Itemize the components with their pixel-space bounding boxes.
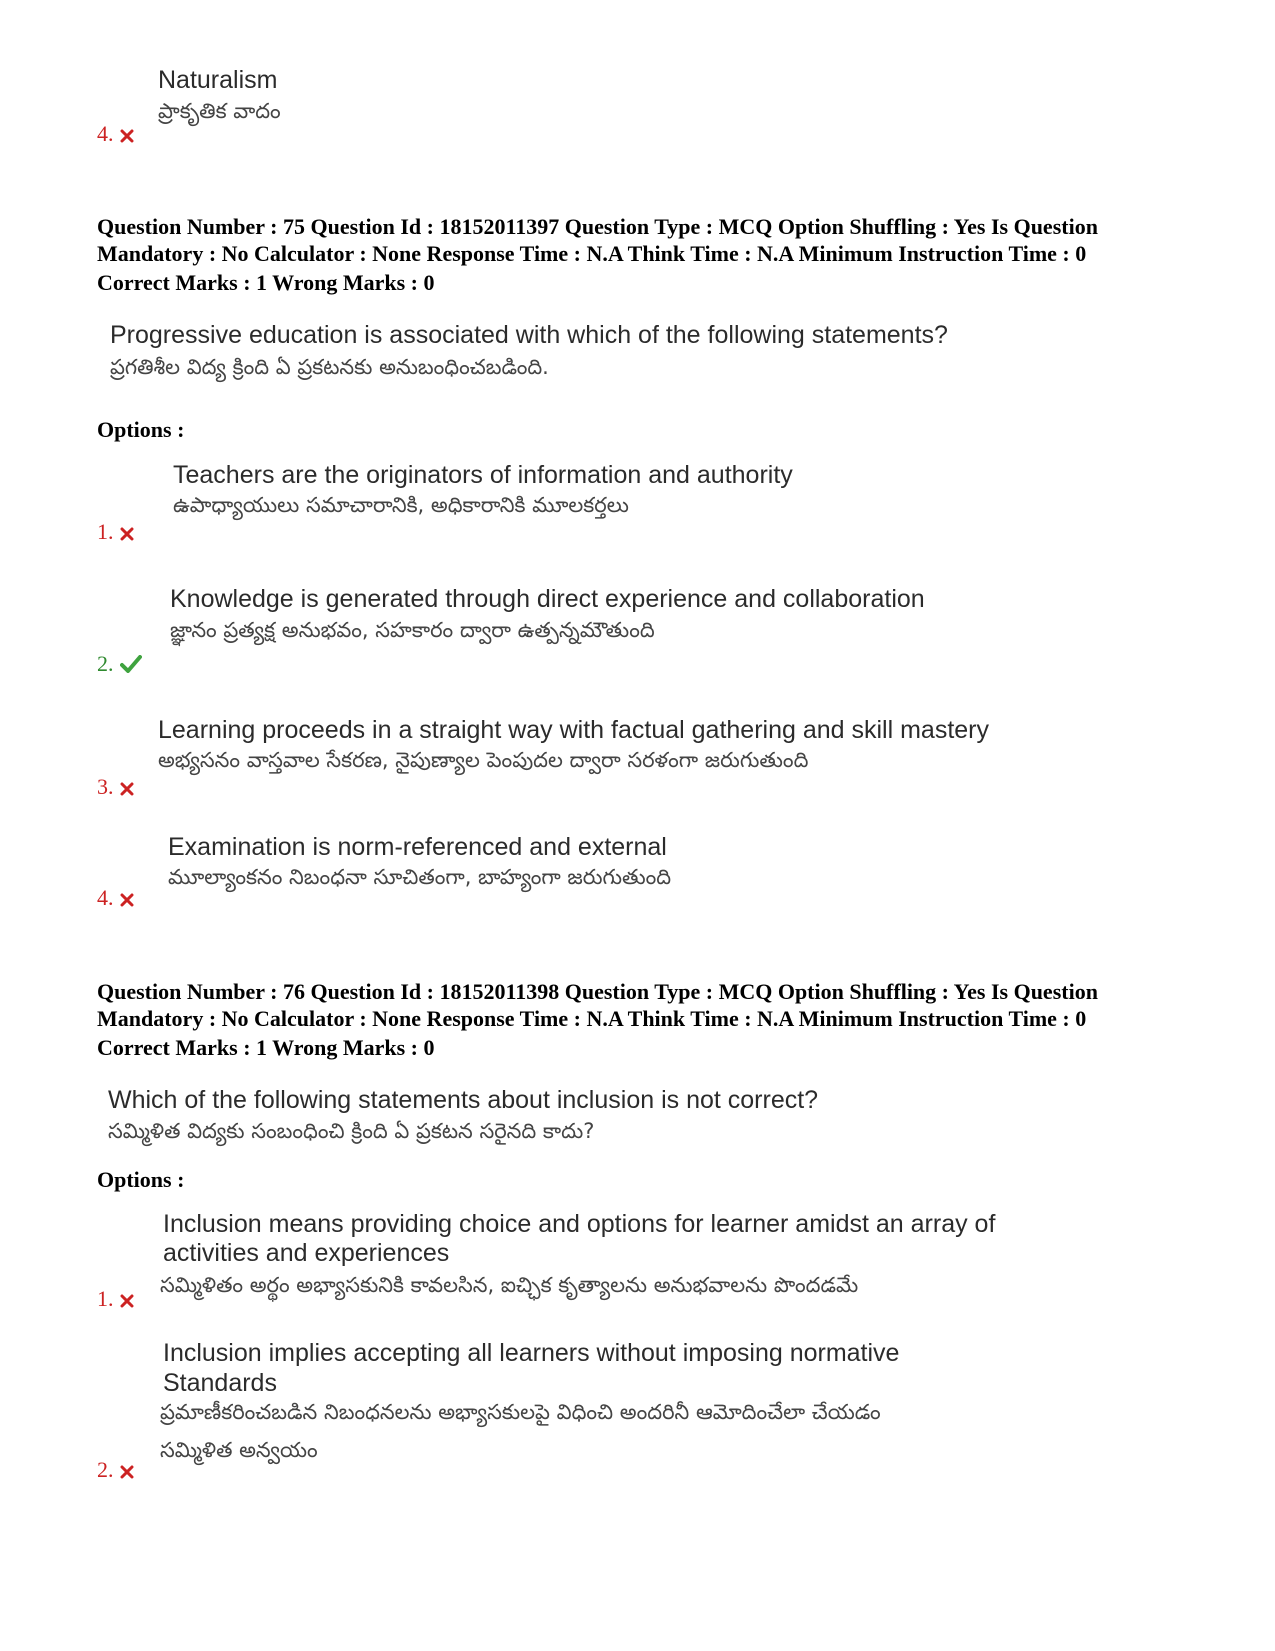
question-75-text-en: Progressive education is associated with which of the following statements? <box>110 321 948 349</box>
option-number-label: 1. <box>97 519 114 544</box>
cross-mark-icon <box>120 888 134 912</box>
meta-line-2: Mandatory : No Calculator : None Response Time : N.A Think Time : N.A Minimum Instruction Time : 0 <box>97 1006 1087 1031</box>
option-number-label: 3. <box>97 774 114 799</box>
prev-option-4-te: ప్రాకృతిక వాదం <box>158 99 281 123</box>
question-76-marks: Correct Marks : 1 Wrong Marks : 0 <box>97 1035 435 1060</box>
prev-option-4-number <box>97 122 134 148</box>
q75-option-3-en: Learning proceeds in a straight way with factual gathering and skill mastery <box>158 716 989 744</box>
q75-option-1-te: ఉపాధ్యాయులు సమాచారానికి, అధికారానికి మూలకర్తలు <box>173 493 629 517</box>
question-76-text-en: Which of the following statements about inclusion is not correct? <box>108 1086 819 1114</box>
q76-option-2-number <box>97 1458 134 1484</box>
meta-line-1: Question Number : 76 Question Id : 18152011398 Question Type : MCQ Option Shuffling : Yes Is Question <box>97 979 1098 1004</box>
cross-mark-icon <box>120 777 134 801</box>
question-75-options-label: Options : <box>97 417 185 442</box>
cross-mark-icon <box>120 1289 134 1313</box>
q76-option-2-en-line-2: Standards <box>163 1369 277 1397</box>
q76-option-1-en-line-1: Inclusion means providing choice and options for learner amidst an array of <box>163 1210 996 1238</box>
q75-option-3-te: అభ్యసనం వాస్తవాల సేకరణ, నైపుణ్యాల పెంపుదల ద్వారా సరళంగా జరుగుతుంది <box>158 748 809 772</box>
option-number-label: 1. <box>97 1286 114 1311</box>
q76-option-2-te-line-2: సమ్మిళిత అన్వయం <box>160 1438 318 1462</box>
option-number-label: 2. <box>97 1457 114 1482</box>
cross-mark-icon <box>120 1460 134 1484</box>
q75-option-4-number <box>97 886 134 912</box>
question-75-meta <box>97 213 1197 267</box>
option-number-label: 4. <box>97 885 114 910</box>
option-number-label: 2. <box>97 651 114 676</box>
question-76-text-te: సమ్మిళిత విద్యకు సంబంధించి క్రింది ఏ ప్రకటన సరైనది కాదు? <box>108 1119 595 1143</box>
q76-option-1-en-line-2: activities and experiences <box>163 1239 450 1267</box>
q76-option-2-te-line-1: ప్రమాణీకరించబడిన నిబంధనలను అభ్యాసకులపై విధించి అందరినీ ఆమోదించేలా చేయడం <box>160 1400 881 1424</box>
q75-option-2-en: Knowledge is generated through direct experience and collaboration <box>170 585 925 613</box>
q76-option-2-en-line-1: Inclusion implies accepting all learners without imposing normative <box>163 1339 900 1367</box>
cross-mark-icon <box>120 124 134 148</box>
check-mark-icon <box>120 654 142 678</box>
meta-line-1: Question Number : 75 Question Id : 18152011397 Question Type : MCQ Option Shuffling : Yes Is Question <box>97 214 1098 239</box>
meta-line-2: Mandatory : No Calculator : None Response Time : N.A Think Time : N.A Minimum Instruction Time : 0 <box>97 241 1087 266</box>
q75-option-3-number <box>97 775 134 801</box>
q75-option-2-te: జ్ఞానం ప్రత్యక్ష అనుభవం, సహకారం ద్వారా ఉత్పన్నమౌతుంది <box>170 618 655 642</box>
q76-option-1-number <box>97 1287 134 1313</box>
prev-option-4-en: Naturalism <box>158 66 278 94</box>
cross-mark-icon <box>120 522 134 546</box>
question-75-marks: Correct Marks : 1 Wrong Marks : 0 <box>97 270 435 295</box>
question-76-meta <box>97 978 1197 1032</box>
q75-option-1-number <box>97 520 134 546</box>
q75-option-1-en: Teachers are the originators of information and authority <box>173 461 793 489</box>
q76-option-1-te: సమ్మిళితం అర్థం అభ్యాసకునికి కావలసిన, ఐచ్ఛిక కృత్యాలను అనుభవాలను పొందడమే <box>160 1273 859 1297</box>
question-76-options-label: Options : <box>97 1167 185 1192</box>
q75-option-4-en: Examination is norm-referenced and external <box>168 833 667 861</box>
q75-option-2-number <box>97 652 142 678</box>
option-number-label: 4. <box>97 121 114 146</box>
q75-option-4-te: మూల్యాంకనం నిబంధనా సూచితంగా, బాహ్యంగా జరుగుతుంది <box>168 865 672 889</box>
question-75-text-te: ప్రగతిశీల విద్య క్రింది ఏ ప్రకటనకు అనుబంధించబడింది. <box>110 355 549 379</box>
